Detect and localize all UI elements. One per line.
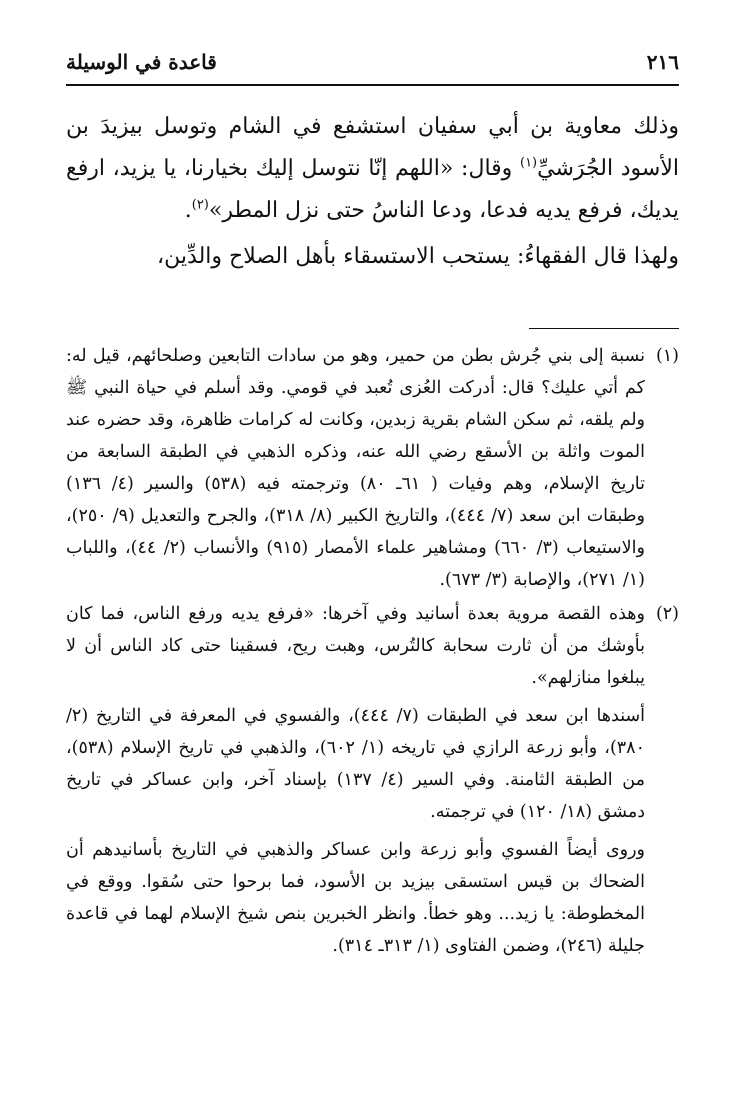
footnote-paragraph: نسبة إلى بني جُرش بطن من حمير، وهو من سادات التابعين وصلحائهم، قيل له: كم أتي عليك؟ قال: أدركت العُزى تُعبد في قومي. وقد أسلم في حياة النبي ﷺ ولم يلقه، ثم سكن الشام بقرية زبدين، وكانت له كرامات ظاهرة، وقد حضره عند الموت واثلة بن الأسقع رضي الله عنه، وذكره الذهبي في الطبقة السابعة من تاريخ الإسلام، وهم وفيات ( ٦١ـ ٨٠) وترجمته فيه (٥٣٨) والسير (٤/ ١٣٦) وطبقات ابن سعد (٧/ ٤٤٤)، والتاريخ الكبير (٨/ ٣١٨)، والجرح والتعديل (٩/ ٢٥٠)، والاستيعاب (٣/ ٦٦٠) ومشاهير علماء الأمصار (٩١٥) والأنساب (٢/ ٤٤)، واللباب (١/ ٢٧١)، والإصابة (٣/ ٦٧٣). [66, 346, 646, 590]
main-paragraph-1-end: . [184, 198, 192, 223]
footnote-2 [66, 598, 679, 962]
footnote-1 [66, 340, 679, 596]
footnote-paragraph: وهذه القصة مروية بعدة أسانيد وفي آخرها: «فرفع يديه ورفع الناس، فما كان بأوشك من أن ثارت سحابة كالتُرس، وهبت ريح، فسقينا حتى كاد الناس أن لا يبلغوا منازلهم». [66, 604, 645, 688]
footnote-number: (١) [655, 346, 679, 366]
running-title: قاعدة في الوسيلة [66, 50, 217, 74]
header-divider [66, 84, 679, 86]
footnote-paragraph: أسندها ابن سعد في الطبقات (٧/ ٤٤٤)، والفسوي في المعرفة في التاريخ (٢/ ٣٨٠)، وأبو زرعة الرازي في تاريخه (١/ ٦٠٢)، والذهبي في تاريخ الإسلام (٥٣٨)، من الطبقة الثامنة. وفي السير (٤/ ١٣٧) بإسناد آخر، وابن عساكر في تاريخ دمشق (١٨/ ١٢٠) في ترجمته. [66, 706, 646, 822]
main-text [66, 106, 679, 278]
footnote-divider [529, 328, 679, 329]
footnote-number: (٢) [655, 604, 679, 624]
page-header [66, 44, 679, 80]
footnote-ref-2: (٢) [191, 197, 209, 213]
page-number: ٢١٦ [646, 50, 679, 74]
main-paragraph-1 [66, 106, 679, 232]
footnote-ref-1: (١) [519, 155, 538, 171]
main-paragraph-1-text-2: وقال: «اللهم إنّا نتوسل إليك بخيارنا، يا يزيد، ارفع يديك، فرفع يديه فدعا، ودعا الناسُ حتى نزل المطر» [66, 156, 679, 223]
footnote-body [66, 598, 645, 962]
footnotes [66, 340, 679, 962]
main-paragraph-1-text: وذلك معاوية بن أبي سفيان استشفع في الشام وتوسل بيزيدَ بن الأسود الجُرَشيِّ [66, 114, 679, 181]
footnote-paragraph: وروى أيضاً الفسوي وأبو زرعة وابن عساكر والذهبي في التاريخ بأسانيدهم أن الضحاك بن قيس استسقى بيزيد بن الأسود، فما برحوا حتى سُقوا. ووقع في المخطوطة: يا زيد... وهو خطأ. وانظر الخبرين بنص شيخ الإسلام لهما في قاعدة جليلة (٢٤٦)، وضمن الفتاوى (١/ ٣١٣ـ ٣١٤). [66, 840, 645, 956]
footnote-body [66, 340, 645, 596]
main-paragraph-2: ولهذا قال الفقهاءُ: يستحب الاستسقاء بأهل الصلاح والدِّين، [157, 244, 679, 269]
